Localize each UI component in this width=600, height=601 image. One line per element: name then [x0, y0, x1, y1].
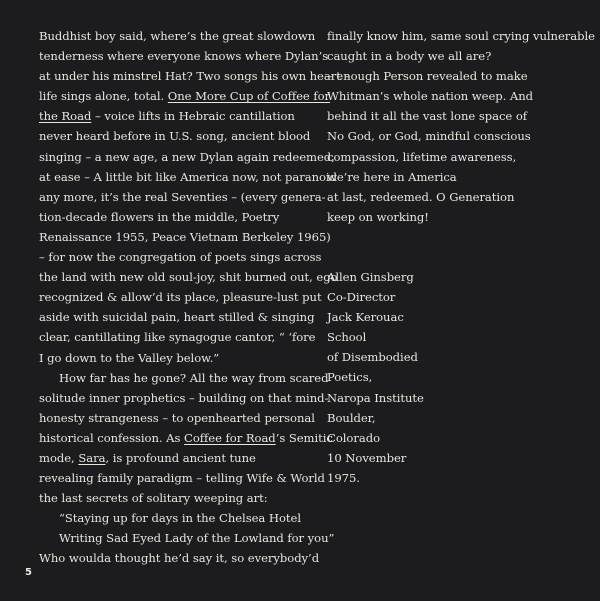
text-segment: life sings alone, total. — [39, 89, 168, 104]
text-segment: Writing Sad Eyed Lady of the Lowland for you” — [59, 531, 335, 546]
text-line: No God, or God, mindful conscious — [327, 129, 531, 144]
text-segment: Buddhist boy said, where’s the great slowdown — [39, 29, 316, 43]
text-segment: honesty strangeness – to openhearted personal — [39, 410, 315, 425]
text-line — [39, 267, 338, 287]
text-segment: historical confession. As — [39, 430, 185, 445]
essay-conclusion — [327, 26, 595, 227]
text-line: we’re here in America — [327, 169, 457, 184]
text-segment: “Staying up for days in the Chelsea Hotel — [59, 511, 301, 526]
underlined-title: One More Cup of Coffee for — [167, 89, 330, 104]
signature-line: Colorado — [327, 430, 380, 445]
text-segment: tion-decade flowers in the middle, Poetry — [39, 209, 280, 224]
text-line — [39, 528, 335, 548]
text-segment: never heard before in U.S. song, ancient blood — [39, 129, 311, 144]
signature-line: Poetics, — [327, 370, 373, 385]
text-line — [39, 26, 319, 46]
text-line — [39, 287, 322, 307]
text-line — [39, 66, 351, 86]
text-line — [39, 548, 319, 568]
text-line: compassion, lifetime awareness, — [327, 149, 517, 164]
text-segment: singing – a new age, a new Dylan again redeemed, — [39, 149, 335, 164]
right-text-column — [327, 26, 595, 488]
text-line — [39, 307, 319, 327]
text-line — [39, 126, 319, 146]
signature-line: Co-Director — [327, 290, 396, 305]
signature-line: Jack Kerouac — [327, 310, 404, 325]
text-segment: tenderness where everyone knows where Dylan’s — [39, 49, 329, 64]
paragraph-gap — [327, 227, 577, 247]
text-line — [39, 247, 322, 267]
text-segment: – voice lifts in Hebraic cantillation — [91, 109, 295, 124]
author-signature-block — [327, 267, 577, 488]
underlined-title: the Road — [39, 109, 92, 124]
text-line: at last, redeemed. O Generation — [327, 189, 515, 204]
text-line: caught in a body we all are? — [327, 49, 492, 64]
text-segment: at under his minstrel Hat? Two songs his own heart – — [39, 69, 351, 84]
signature-line: 1975. — [327, 470, 360, 485]
text-segment: , is profound ancient tune — [105, 450, 256, 465]
text-segment: ’s Semitic — [275, 430, 333, 445]
text-line: behind it all the vast lone space of — [327, 109, 528, 124]
text-segment: the land with new old soul-joy, shit burned out, ego — [39, 270, 338, 285]
text-line: keep on working! — [327, 209, 429, 224]
underlined-title: Sara — [78, 450, 106, 465]
text-line — [39, 327, 319, 347]
text-segment: the last secrets of solitary weeping art: — [39, 491, 268, 506]
text-line — [39, 388, 329, 408]
text-line: Whitman’s whole nation weep. And — [327, 89, 534, 104]
text-line — [39, 207, 319, 227]
text-line — [39, 348, 319, 368]
text-line — [39, 227, 331, 247]
text-segment: – for now the congregation of poets sings across — [39, 250, 322, 265]
text-line — [39, 428, 333, 448]
text-segment: Renaissance 1955, Peace Vietnam Berkeley 1965) — [39, 229, 331, 244]
text-segment: aside with suicidal pain, heart stilled & singing — [39, 310, 315, 325]
text-segment: clear, cantillating like synagogue cantor, “ ‘fore — [39, 330, 316, 345]
text-segment: How far has he gone? All the way from scared — [59, 370, 329, 385]
underlined-title: Coffee for Road — [184, 430, 276, 445]
text-segment: solitude inner prophetics – building on that mind- — [39, 390, 329, 405]
text-segment: mode, — [39, 450, 79, 465]
page-number: 5 — [25, 567, 32, 578]
text-line — [39, 187, 326, 207]
signature-line: 10 November — [327, 450, 407, 465]
text-segment: Who woulda thought he’d say it, so everybody’d — [39, 551, 320, 566]
text-line — [39, 46, 329, 66]
paragraph-gap — [327, 247, 577, 267]
text-line — [39, 167, 337, 187]
signature-line: Boulder, — [327, 410, 376, 425]
text-line — [39, 408, 319, 428]
text-line — [39, 106, 319, 126]
signature-line: Naropa Institute — [327, 390, 424, 405]
text-segment: revealing family paradigm – telling Wife & World — [39, 471, 325, 486]
text-line — [39, 147, 335, 167]
text-segment: I go down to the Valley below.” — [39, 350, 220, 365]
text-line — [39, 508, 319, 528]
signature-line: School — [327, 330, 367, 345]
text-line: – enough Person revealed to make — [327, 69, 528, 84]
text-line: finally know him, same soul crying vulnerable — [327, 29, 595, 43]
text-line — [39, 448, 319, 468]
signature-line: Allen Ginsberg — [327, 269, 414, 284]
text-line — [39, 86, 330, 106]
text-line — [39, 468, 325, 488]
text-segment: at ease – A little bit like America now, not paranoid — [39, 169, 337, 184]
text-line — [39, 488, 319, 508]
text-segment: recognized & allow’d its place, pleasure-lust put — [39, 290, 322, 305]
text-segment: any more, it’s the real Seventies – (every genera- — [39, 189, 326, 204]
text-line — [39, 368, 329, 388]
signature-line: of Disembodied — [327, 350, 418, 365]
